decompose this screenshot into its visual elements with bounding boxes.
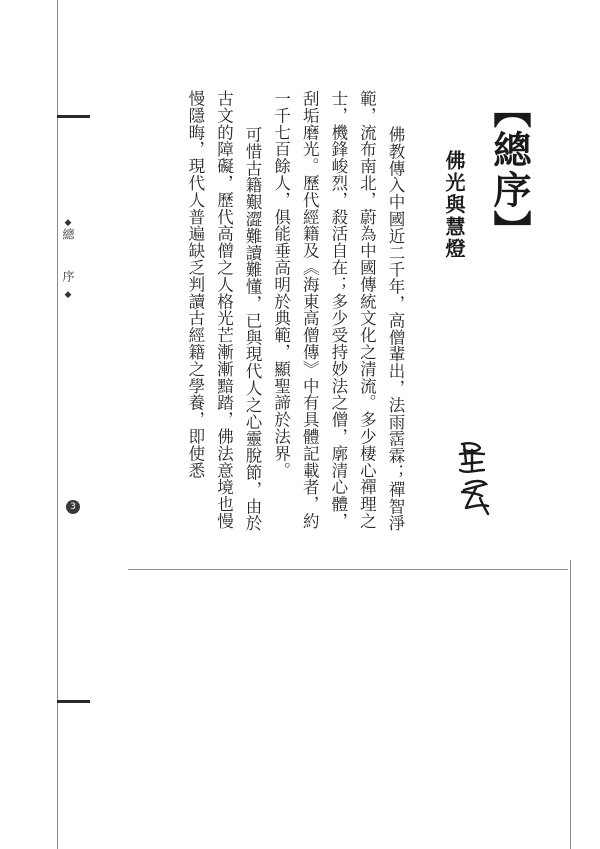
section-subtitle: 佛光與慧燈 (442, 150, 466, 260)
page-bottom-rule (128, 569, 568, 570)
body-text (180, 90, 409, 545)
margin-rule-bottom-bar (57, 700, 90, 703)
right-edge-rule (570, 560, 571, 849)
margin-rule-top-bar (57, 115, 90, 118)
running-header (60, 218, 77, 300)
page-number: 3 (66, 500, 80, 514)
section-heading: 【總序】 (487, 90, 532, 250)
diamond-icon: ◆ (63, 290, 73, 300)
paragraph: 可惜古籍艱澀難讀難懂，已與現代人之心靈脫節，由於古文的障礙，歷代高僧之人格光芒漸漸黯踏，佛法意境也慢慢隱晦，現代人普遍缺乏判讀古經籍之學養，即使悉 (185, 90, 263, 532)
running-header-label: 總 序 (61, 228, 75, 290)
author-signature (452, 440, 494, 520)
paragraph: 佛教傳入中國近二千年，高僧輩出，法雨霑霖；禪智淨範，流布南北，蔚為中國傳統文化之清流。多少棲心禪理之士，機鋒峻烈，殺活自在；多少受持妙法之僧，廓清心體，刮垢磨光。歷代經籍及《海東高僧傳》中有具體記載者，約一千七百餘人，俱能垂高明於典範，顯聖諦於法界。 (271, 90, 405, 532)
margin-rule (57, 0, 58, 849)
diamond-icon: ◆ (63, 218, 73, 228)
